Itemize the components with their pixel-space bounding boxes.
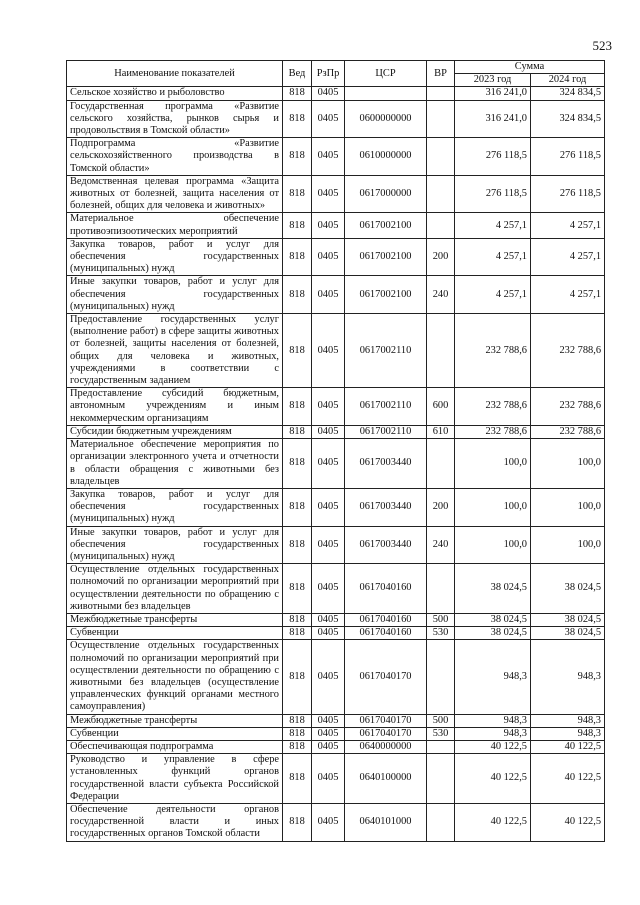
table-row bbox=[67, 740, 605, 753]
row-rzpr: 0405 bbox=[312, 175, 345, 213]
row-name: Материальное обеспечение противоэпизоотических мероприятий bbox=[67, 213, 283, 238]
row-csr: 0617002100 bbox=[345, 276, 427, 314]
table-row bbox=[67, 100, 605, 138]
row-ved: 818 bbox=[283, 727, 312, 740]
row-amount-2023: 232 788,6 bbox=[455, 314, 531, 388]
row-csr: 0617002110 bbox=[345, 314, 427, 388]
row-vr bbox=[427, 138, 455, 176]
row-amount-2023: 948,3 bbox=[455, 714, 531, 727]
header-name: Наименование показателей bbox=[67, 61, 283, 87]
table-row bbox=[67, 488, 605, 526]
row-name: Государственная программа «Развитие сельского хозяйства, рынков сырья и продовольствия в Томской области» bbox=[67, 100, 283, 138]
row-ved: 818 bbox=[283, 388, 312, 426]
row-amount-2023: 948,3 bbox=[455, 640, 531, 714]
table-row bbox=[67, 276, 605, 314]
row-amount-2024: 38 024,5 bbox=[531, 627, 605, 640]
row-name: Межбюджетные трансферты bbox=[67, 613, 283, 626]
row-name: Субвенции bbox=[67, 727, 283, 740]
row-vr: 240 bbox=[427, 276, 455, 314]
row-csr: 0617002110 bbox=[345, 425, 427, 438]
row-ved: 818 bbox=[283, 439, 312, 489]
row-vr: 530 bbox=[427, 727, 455, 740]
row-vr bbox=[427, 564, 455, 614]
row-ved: 818 bbox=[283, 526, 312, 564]
page-number: 523 bbox=[592, 38, 612, 53]
row-amount-2024: 276 118,5 bbox=[531, 138, 605, 176]
table-row bbox=[67, 564, 605, 614]
row-csr: 0617040170 bbox=[345, 727, 427, 740]
table-row bbox=[67, 727, 605, 740]
row-rzpr: 0405 bbox=[312, 740, 345, 753]
row-rzpr: 0405 bbox=[312, 213, 345, 238]
row-name: Осуществление отдельных государственных полномочий по организации мероприятий при осуществлении деятельности по обращению с животными без владельцев (осуществление управленческих функций органами местного самоуправления) bbox=[67, 640, 283, 714]
row-amount-2024: 38 024,5 bbox=[531, 613, 605, 626]
row-csr: 0617000000 bbox=[345, 175, 427, 213]
row-name: Иные закупки товаров, работ и услуг для обеспечения государственных (муниципальных) нужд bbox=[67, 526, 283, 564]
row-name: Субсидии бюджетным учреждениям bbox=[67, 425, 283, 438]
row-name: Сельское хозяйство и рыболовство bbox=[67, 87, 283, 100]
row-amount-2024: 40 122,5 bbox=[531, 754, 605, 804]
row-rzpr: 0405 bbox=[312, 727, 345, 740]
table-row bbox=[67, 439, 605, 489]
table-row bbox=[67, 87, 605, 100]
row-vr: 600 bbox=[427, 388, 455, 426]
row-vr bbox=[427, 175, 455, 213]
row-amount-2024: 40 122,5 bbox=[531, 803, 605, 841]
row-name: Предоставление субсидий бюджетным, автономным учреждениям и иным некоммерческим организациям bbox=[67, 388, 283, 426]
row-rzpr: 0405 bbox=[312, 238, 345, 276]
table-row bbox=[67, 175, 605, 213]
table-row bbox=[67, 754, 605, 804]
table-row bbox=[67, 213, 605, 238]
row-ved: 818 bbox=[283, 627, 312, 640]
row-amount-2024: 100,0 bbox=[531, 488, 605, 526]
row-rzpr: 0405 bbox=[312, 388, 345, 426]
row-ved: 818 bbox=[283, 640, 312, 714]
table-row bbox=[67, 388, 605, 426]
row-amount-2024: 4 257,1 bbox=[531, 213, 605, 238]
row-amount-2023: 4 257,1 bbox=[455, 213, 531, 238]
row-rzpr: 0405 bbox=[312, 640, 345, 714]
row-vr bbox=[427, 803, 455, 841]
row-name: Иные закупки товаров, работ и услуг для обеспечения государственных (муниципальных) нужд bbox=[67, 276, 283, 314]
row-csr: 0617040160 bbox=[345, 613, 427, 626]
row-vr: 500 bbox=[427, 613, 455, 626]
row-amount-2024: 232 788,6 bbox=[531, 388, 605, 426]
row-amount-2023: 232 788,6 bbox=[455, 425, 531, 438]
table-row bbox=[67, 138, 605, 176]
table-body bbox=[67, 87, 605, 841]
row-ved: 818 bbox=[283, 740, 312, 753]
row-rzpr: 0405 bbox=[312, 526, 345, 564]
row-amount-2023: 316 241,0 bbox=[455, 87, 531, 100]
row-vr: 530 bbox=[427, 627, 455, 640]
row-name: Закупка товаров, работ и услуг для обеспечения государственных (муниципальных) нужд bbox=[67, 238, 283, 276]
row-csr: 0640101000 bbox=[345, 803, 427, 841]
row-csr: 0617003440 bbox=[345, 488, 427, 526]
row-ved: 818 bbox=[283, 100, 312, 138]
table-row bbox=[67, 613, 605, 626]
row-name: Предоставление государственных услуг (выполнение работ) в сфере защиты животных от болезней, защиты населения от болезней, общих для человека и животных, учреждениями в соответствии с государственным заданием bbox=[67, 314, 283, 388]
row-amount-2024: 324 834,5 bbox=[531, 87, 605, 100]
row-amount-2023: 38 024,5 bbox=[455, 613, 531, 626]
row-amount-2024: 948,3 bbox=[531, 714, 605, 727]
table-row bbox=[67, 640, 605, 714]
row-rzpr: 0405 bbox=[312, 613, 345, 626]
row-amount-2023: 948,3 bbox=[455, 727, 531, 740]
row-rzpr: 0405 bbox=[312, 714, 345, 727]
row-ved: 818 bbox=[283, 87, 312, 100]
row-csr: 0617002110 bbox=[345, 388, 427, 426]
row-name: Обеспечение деятельности органов государственной власти и иных государственных органов Томской области bbox=[67, 803, 283, 841]
row-amount-2023: 100,0 bbox=[455, 439, 531, 489]
row-rzpr: 0405 bbox=[312, 100, 345, 138]
row-rzpr: 0405 bbox=[312, 425, 345, 438]
row-ved: 818 bbox=[283, 138, 312, 176]
row-amount-2024: 40 122,5 bbox=[531, 740, 605, 753]
row-amount-2024: 276 118,5 bbox=[531, 175, 605, 213]
row-rzpr: 0405 bbox=[312, 564, 345, 614]
row-amount-2023: 100,0 bbox=[455, 526, 531, 564]
table-row bbox=[67, 238, 605, 276]
row-ved: 818 bbox=[283, 238, 312, 276]
row-vr: 500 bbox=[427, 714, 455, 727]
row-csr: 0617040160 bbox=[345, 627, 427, 640]
row-name: Межбюджетные трансферты bbox=[67, 714, 283, 727]
row-ved: 818 bbox=[283, 314, 312, 388]
row-amount-2023: 40 122,5 bbox=[455, 803, 531, 841]
table-row bbox=[67, 714, 605, 727]
row-name: Закупка товаров, работ и услуг для обеспечения государственных (муниципальных) нужд bbox=[67, 488, 283, 526]
row-vr bbox=[427, 640, 455, 714]
header-2024: 2024 год bbox=[531, 74, 605, 87]
row-amount-2023: 100,0 bbox=[455, 488, 531, 526]
row-amount-2023: 4 257,1 bbox=[455, 238, 531, 276]
row-csr: 0617040170 bbox=[345, 640, 427, 714]
row-name: Субвенции bbox=[67, 627, 283, 640]
row-ved: 818 bbox=[283, 425, 312, 438]
row-csr: 0640000000 bbox=[345, 740, 427, 753]
row-amount-2024: 324 834,5 bbox=[531, 100, 605, 138]
row-rzpr: 0405 bbox=[312, 138, 345, 176]
row-ved: 818 bbox=[283, 488, 312, 526]
row-vr bbox=[427, 740, 455, 753]
header-rzpr: РзПр bbox=[312, 61, 345, 87]
row-csr: 0600000000 bbox=[345, 100, 427, 138]
row-amount-2024: 4 257,1 bbox=[531, 238, 605, 276]
row-rzpr: 0405 bbox=[312, 488, 345, 526]
row-vr bbox=[427, 87, 455, 100]
row-ved: 818 bbox=[283, 213, 312, 238]
row-ved: 818 bbox=[283, 276, 312, 314]
row-ved: 818 bbox=[283, 714, 312, 727]
row-amount-2024: 948,3 bbox=[531, 640, 605, 714]
row-ved: 818 bbox=[283, 754, 312, 804]
row-name: Подпрограмма «Развитие сельскохозяйственного производства в Томской области» bbox=[67, 138, 283, 176]
row-vr bbox=[427, 213, 455, 238]
row-csr bbox=[345, 87, 427, 100]
row-amount-2024: 38 024,5 bbox=[531, 564, 605, 614]
header-2023: 2023 год bbox=[455, 74, 531, 87]
row-ved: 818 bbox=[283, 564, 312, 614]
row-vr bbox=[427, 439, 455, 489]
row-rzpr: 0405 bbox=[312, 754, 345, 804]
row-vr: 200 bbox=[427, 488, 455, 526]
row-csr: 0610000000 bbox=[345, 138, 427, 176]
row-amount-2023: 40 122,5 bbox=[455, 754, 531, 804]
row-vr: 200 bbox=[427, 238, 455, 276]
row-vr: 240 bbox=[427, 526, 455, 564]
table-row bbox=[67, 627, 605, 640]
row-vr bbox=[427, 100, 455, 138]
row-rzpr: 0405 bbox=[312, 627, 345, 640]
row-amount-2023: 38 024,5 bbox=[455, 627, 531, 640]
row-vr bbox=[427, 754, 455, 804]
row-amount-2024: 4 257,1 bbox=[531, 276, 605, 314]
row-rzpr: 0405 bbox=[312, 439, 345, 489]
row-vr: 610 bbox=[427, 425, 455, 438]
row-ved: 818 bbox=[283, 175, 312, 213]
row-rzpr: 0405 bbox=[312, 276, 345, 314]
row-ved: 818 bbox=[283, 613, 312, 626]
row-csr: 0617040160 bbox=[345, 564, 427, 614]
row-name: Ведомственная целевая программа «Защита животных от болезней, защита населения от болезней, общих для человека и животных» bbox=[67, 175, 283, 213]
row-csr: 0640100000 bbox=[345, 754, 427, 804]
row-amount-2024: 232 788,6 bbox=[531, 425, 605, 438]
row-rzpr: 0405 bbox=[312, 803, 345, 841]
row-csr: 0617002100 bbox=[345, 238, 427, 276]
header-vr: ВР bbox=[427, 61, 455, 87]
row-amount-2023: 276 118,5 bbox=[455, 175, 531, 213]
row-amount-2023: 316 241,0 bbox=[455, 100, 531, 138]
row-amount-2024: 100,0 bbox=[531, 526, 605, 564]
table-row bbox=[67, 526, 605, 564]
row-amount-2023: 232 788,6 bbox=[455, 388, 531, 426]
header-sum: Сумма bbox=[455, 61, 605, 74]
row-name: Обеспечивающая подпрограмма bbox=[67, 740, 283, 753]
row-name: Руководство и управление в сфере установленных функций органов государственной власти субъекта Российской Федерации bbox=[67, 754, 283, 804]
row-amount-2024: 100,0 bbox=[531, 439, 605, 489]
table-row bbox=[67, 314, 605, 388]
row-amount-2023: 38 024,5 bbox=[455, 564, 531, 614]
row-ved: 818 bbox=[283, 803, 312, 841]
row-csr: 0617003440 bbox=[345, 439, 427, 489]
budget-table bbox=[66, 60, 605, 842]
row-name: Материальное обеспечение мероприятия по организации электронного учета и отчетности в области обращения с животными без владельцев bbox=[67, 439, 283, 489]
row-rzpr: 0405 bbox=[312, 314, 345, 388]
row-amount-2023: 4 257,1 bbox=[455, 276, 531, 314]
row-amount-2024: 232 788,6 bbox=[531, 314, 605, 388]
row-csr: 0617040170 bbox=[345, 714, 427, 727]
table-header bbox=[67, 61, 605, 87]
row-vr bbox=[427, 314, 455, 388]
header-ved: Вед bbox=[283, 61, 312, 87]
table-row bbox=[67, 425, 605, 438]
row-amount-2023: 40 122,5 bbox=[455, 740, 531, 753]
header-csr: ЦСР bbox=[345, 61, 427, 87]
row-amount-2023: 276 118,5 bbox=[455, 138, 531, 176]
row-csr: 0617003440 bbox=[345, 526, 427, 564]
table-row bbox=[67, 803, 605, 841]
row-name: Осуществление отдельных государственных полномочий по организации мероприятий при осуществлении деятельности по обращению с животными без владельцев bbox=[67, 564, 283, 614]
row-csr: 0617002100 bbox=[345, 213, 427, 238]
row-rzpr: 0405 bbox=[312, 87, 345, 100]
row-amount-2024: 948,3 bbox=[531, 727, 605, 740]
